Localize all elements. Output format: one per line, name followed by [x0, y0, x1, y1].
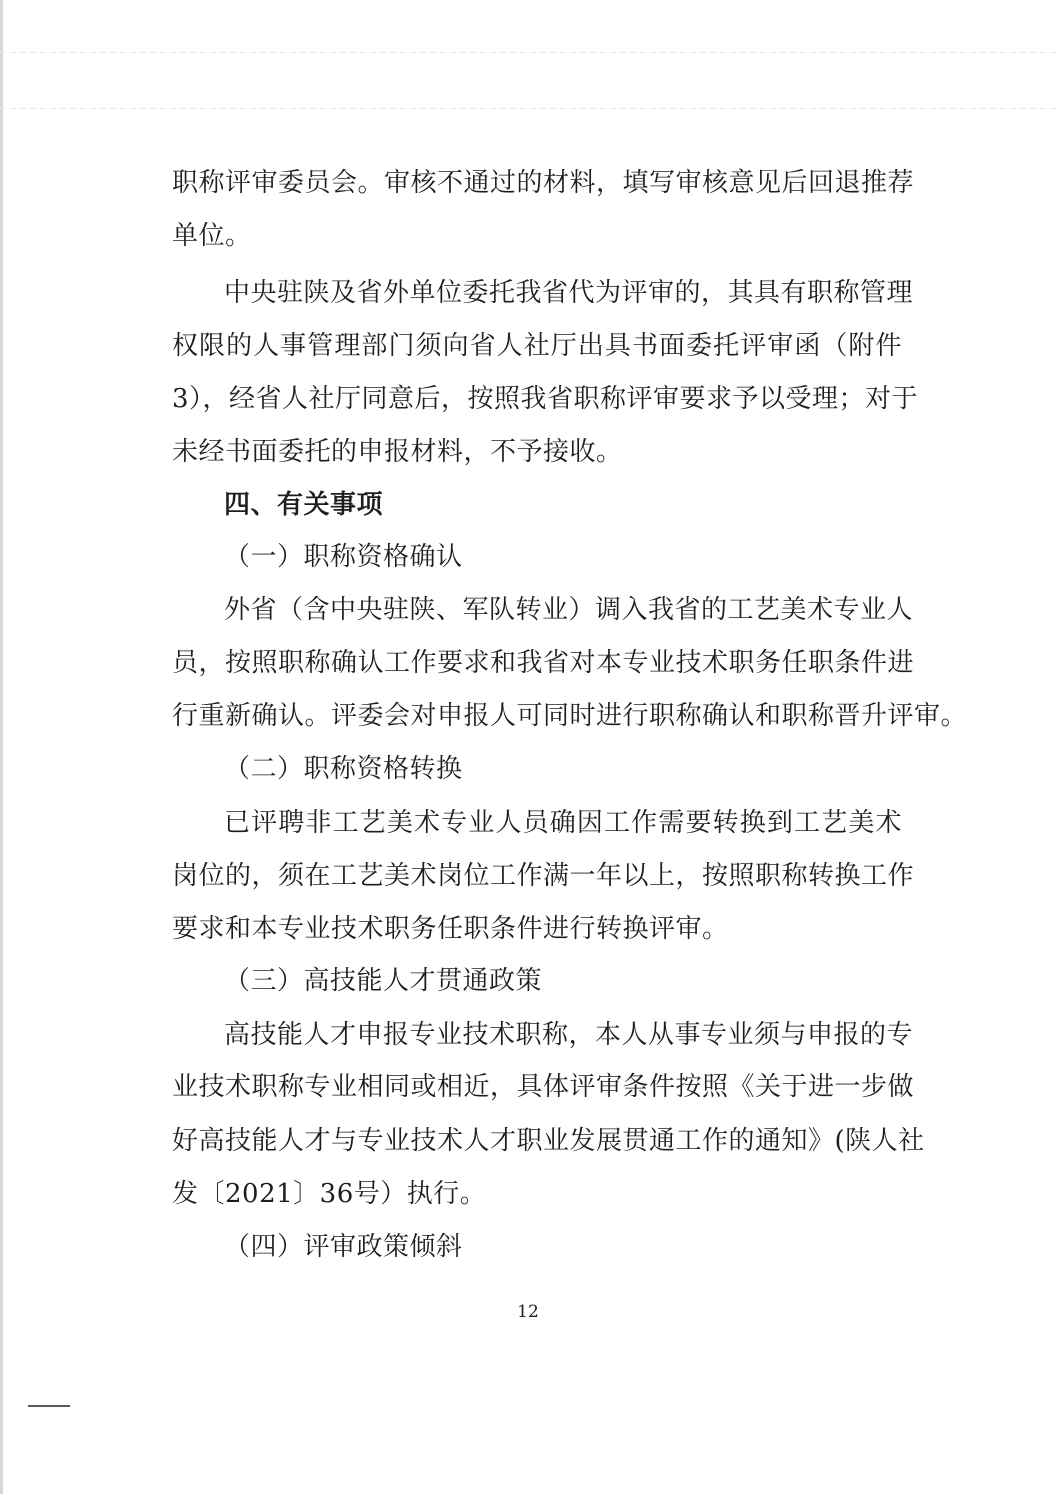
- body-line: 业技术职称专业相同或相近，具体评审条件按照《关于进一步做: [172, 1072, 915, 1102]
- page-number: 12: [517, 1302, 539, 1322]
- body-line: 高技能人才申报专业技术职称，本人从事专业须与申报的专: [224, 1020, 914, 1050]
- body-line: 3），经省人社厅同意后，按照我省职称评审要求予以受理；对于: [172, 384, 919, 414]
- body-line: 行重新确认。评委会对申报人可同时进行职称确认和职称晋升评审。: [172, 701, 968, 731]
- footer-mark: [28, 1405, 70, 1407]
- body-line: 权限的人事管理部门须向省人社厅出具书面委托评审函（附件: [172, 331, 902, 361]
- subsection-heading: （一）职称资格确认: [224, 542, 463, 572]
- body-line: 中央驻陕及省外单位委托我省代为评审的，其具有职称管理: [224, 278, 914, 308]
- body-line: 要求和本专业技术职务任职条件进行转换评审。: [172, 914, 729, 944]
- body-line: 单位。: [172, 221, 252, 251]
- body-line: 外省（含中央驻陕、军队转业）调入我省的工艺美术专业人: [224, 595, 914, 625]
- subsection-heading: （二）职称资格转换: [224, 754, 463, 784]
- scan-edge: [0, 0, 3, 1494]
- subsection-heading: （三）高技能人才贯通政策: [224, 966, 543, 996]
- body-line: 职称评审委员会。审核不通过的材料，填写审核意见后回退推荐: [172, 168, 915, 198]
- body-line: 发〔2021〕36号）执行。: [172, 1179, 487, 1209]
- body-line: 岗位的，须在工艺美术岗位工作满一年以上，按照职称转换工作: [172, 861, 915, 891]
- body-line: 已评聘非工艺美术专业人员确因工作需要转换到工艺美术: [224, 808, 902, 838]
- scan-artifact-line: [0, 52, 1056, 53]
- subsection-heading: （四）评审政策倾斜: [224, 1232, 463, 1262]
- body-line: 好高技能人才与专业技术人才职业发展贯通工作的通知》(陕人社: [172, 1126, 925, 1156]
- body-line: 员，按照职称确认工作要求和我省对本专业技术职务任职条件进: [172, 648, 915, 678]
- section-heading: 四、有关事项: [224, 490, 384, 520]
- body-line: 未经书面委托的申报材料，不予接收。: [172, 437, 623, 467]
- scan-artifact-line: [0, 108, 1056, 109]
